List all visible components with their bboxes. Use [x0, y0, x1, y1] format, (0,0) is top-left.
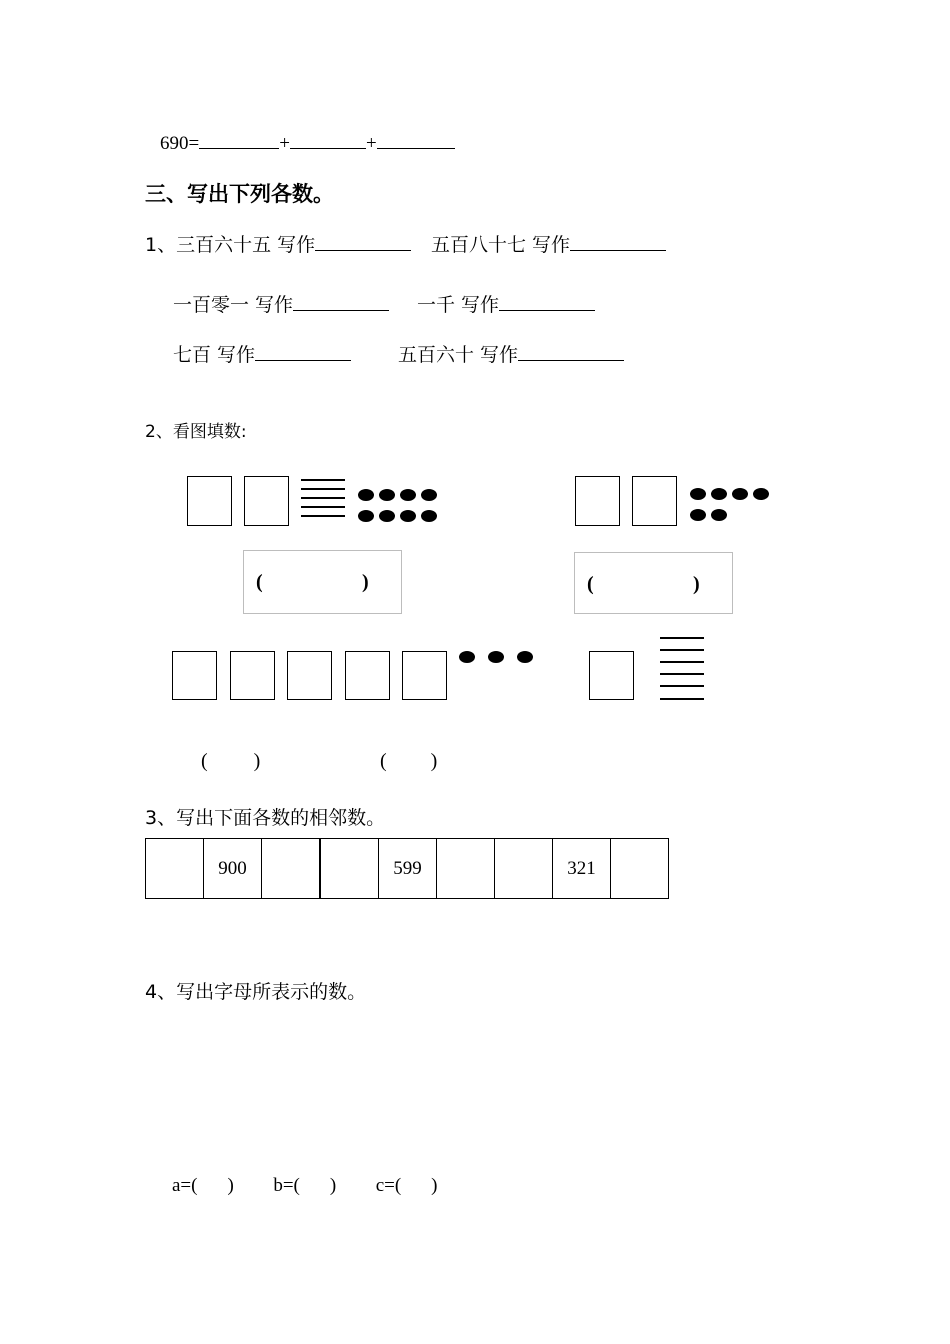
write-prompt: 三百六十五 写作 [176, 234, 316, 256]
plus-sign: + [279, 133, 290, 154]
answer-box[interactable] [243, 550, 402, 614]
question-1-row-1-b [431, 230, 666, 257]
equation-prefix: 690= [160, 133, 200, 154]
paren-close: ) [253, 750, 261, 772]
paren-open: ( [201, 750, 208, 772]
plus-sign: + [365, 133, 377, 154]
question-1-row-2 [173, 290, 389, 317]
neighbor-cell-after[interactable] [611, 839, 669, 899]
one-dot [711, 509, 727, 521]
question-1-row-3-b [398, 340, 624, 367]
given-number: 599 [379, 839, 437, 899]
ten-stick [301, 515, 345, 517]
neighbor-number-table-2 [320, 838, 495, 899]
paren-close: ) [430, 750, 438, 772]
paren-open: ( [256, 571, 263, 593]
paren-open: ( [380, 750, 387, 772]
one-dot [488, 651, 504, 663]
hundred-square [244, 476, 289, 526]
write-prompt: 一千 写作 [417, 294, 500, 316]
answer-blank[interactable] [315, 232, 411, 251]
one-dot [421, 510, 437, 522]
hundred-square [632, 476, 677, 526]
one-dot [753, 488, 769, 500]
ten-stick [660, 637, 704, 639]
question-1-row-3 [173, 340, 351, 367]
write-prompt: 五百八十七 写作 [431, 234, 571, 256]
one-dot [690, 509, 706, 521]
paren-close: ) [362, 571, 369, 593]
ten-stick [660, 649, 704, 651]
neighbor-cell-before[interactable] [321, 839, 379, 899]
letter-c-answer[interactable]: c=( ) [375, 1175, 438, 1196]
one-dot [379, 489, 395, 501]
paren-close: ) [693, 573, 700, 595]
one-dot [732, 488, 748, 500]
hundred-square [230, 651, 275, 700]
one-dot [379, 510, 395, 522]
answer-blank[interactable] [293, 292, 389, 311]
write-prompt: 七百 写作 [173, 344, 256, 366]
one-dot [358, 510, 374, 522]
decomposition-equation [160, 130, 455, 155]
question-1-row-1 [145, 230, 411, 257]
given-number: 900 [204, 839, 262, 899]
paren-open: ( [587, 573, 594, 595]
question-number: 1、 [145, 234, 177, 256]
ten-stick [660, 698, 704, 700]
one-dot [358, 489, 374, 501]
ten-stick [301, 497, 345, 499]
letter-answers [172, 1175, 438, 1197]
hundred-square [575, 476, 620, 526]
letter-a-answer[interactable]: a=( ) [172, 1175, 234, 1196]
letter-b-answer[interactable]: b=( ) [273, 1175, 337, 1196]
one-dot [400, 510, 416, 522]
neighbor-cell-before[interactable] [495, 839, 553, 899]
answer-blank[interactable] [255, 342, 351, 361]
neighbor-cell-after[interactable] [437, 839, 495, 899]
hundred-square [172, 651, 217, 700]
question-1-row-2-b [417, 290, 595, 317]
answer-blank[interactable] [570, 232, 666, 251]
answer-box[interactable] [574, 552, 733, 614]
neighbor-number-table-1 [145, 838, 320, 899]
one-dot [517, 651, 533, 663]
answer-blank[interactable] [377, 130, 455, 149]
one-dot [711, 488, 727, 500]
write-prompt: 一百零一 写作 [173, 294, 294, 316]
answer-blank[interactable] [518, 342, 624, 361]
neighbor-cell-after[interactable] [262, 839, 320, 899]
section-title: 三、写出下列各数。 [145, 182, 334, 206]
ten-stick [301, 479, 345, 481]
ten-stick [660, 685, 704, 687]
ten-stick [301, 488, 345, 490]
hundred-square [402, 651, 447, 700]
ten-stick [660, 673, 704, 675]
neighbor-cell-before[interactable] [146, 839, 204, 899]
ten-stick [301, 506, 345, 508]
answer-blank[interactable] [199, 130, 279, 149]
one-dot [459, 651, 475, 663]
hundred-square [187, 476, 232, 526]
write-prompt: 五百六十 写作 [398, 344, 519, 366]
one-dot [400, 489, 416, 501]
answer-blank[interactable] [290, 130, 366, 149]
neighbor-number-table-3 [494, 838, 669, 899]
answer-blank[interactable] [499, 292, 595, 311]
question-4-label: 4、写出字母所表示的数。 [145, 981, 367, 1003]
hundred-square [589, 651, 634, 700]
ten-stick [660, 661, 704, 663]
question-2-label: 2、看图填数: [145, 422, 247, 442]
answer-paren-group-3[interactable] [201, 750, 260, 773]
given-number: 321 [553, 839, 611, 899]
hundred-square [287, 651, 332, 700]
one-dot [421, 489, 437, 501]
question-3-label: 3、写出下面各数的相邻数。 [145, 807, 386, 829]
answer-paren-group-4[interactable] [380, 750, 437, 773]
one-dot [690, 488, 706, 500]
hundred-square [345, 651, 390, 700]
